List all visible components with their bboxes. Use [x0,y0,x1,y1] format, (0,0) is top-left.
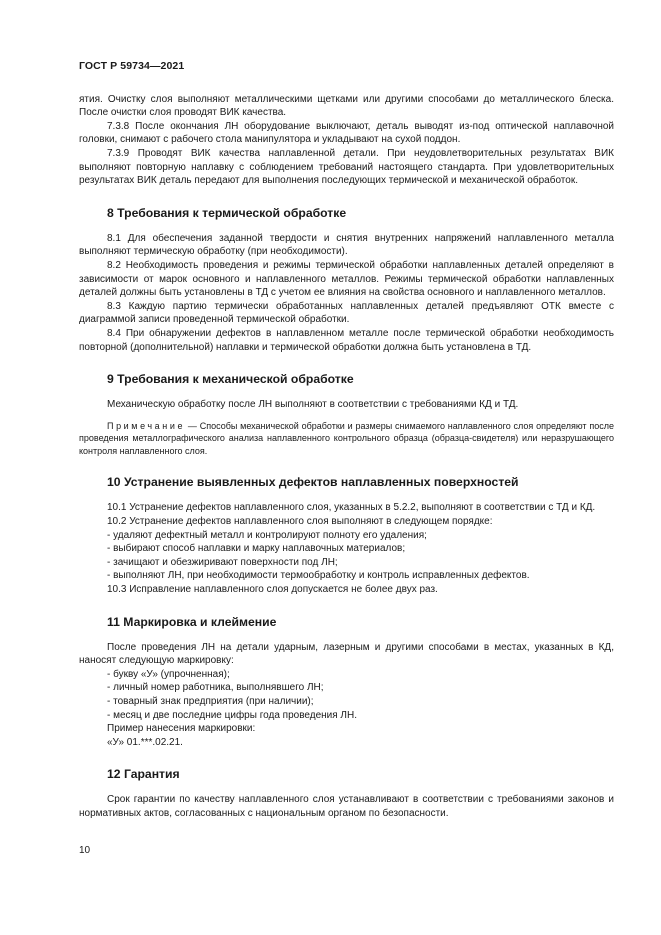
section-10-heading: 10 Устранение выявленных дефектов наплавленных поверхностей [107,475,519,490]
section-9-heading: 9 Требования к механической обработке [107,372,354,387]
note-text: — Способы механической обработки и размеры снимаемого наплавленного слоя определяют после проведения металлографического анализа наплавленного контрольного образца (образца-свидетеля) или неразрушающего контроля наплавленного слоя. [79,420,614,456]
list-item: - зачищают и обезжиривают поверхности под ЛН; [107,556,338,568]
paragraph-9-text: Механическую обработку после ЛН выполняют в соответствии с требованиями КД и ТД. [107,399,519,411]
document-header: ГОСТ Р 59734—2021 [79,60,185,72]
marking-example-label: Пример нанесения маркировки: [107,723,256,735]
paragraph-8-3: 8.3 Каждую партию термически обработанных наплавленных деталей предъявляют ОТК вместе с диаграммой записи проведенной термической обработки. [79,300,614,326]
paragraph-10-3: 10.3 Исправление наплавленного слоя допускается не более двух раз. [107,584,438,596]
section-12-heading: 12 Гарантия [107,767,180,782]
paragraph-8-4: 8.4 При обнаружении дефектов в наплавленном металле после термической обработки необходимость повторной (дополнительной) наплавки и термической обработки должна быть установлена в ТД. [79,327,614,353]
paragraph-10-1: 10.1 Устранение дефектов наплавленного слоя, указанных в 5.2.2, выполняют в соответствии с ТД и КД. [107,502,596,514]
paragraph-8-1: 8.1 Для обеспечения заданной твердости и снятия внутренних напряжений наплавленного металла выполняют термическую обработку (при необходимости). [79,232,614,258]
marking-example-value: «У» 01.***.02.21. [107,736,183,748]
list-item: - букву «У» (упрочненная); [107,668,230,680]
note-label: Примечание [107,420,186,431]
paragraph-10-2: 10.2 Устранение дефектов наплавленного слоя выполняют в следующем порядке: [107,516,493,528]
paragraph-7-3-9: 7.3.9 Проводят ВИК качества наплавленной детали. При неудовлетворительных результатах ВИК выполняют повторную наплавку с соблюдением требований настоящего стандарта. При удовлетворительных результатах ВИК деталь передают для выполнения последующих термической и механической обработок. [79,147,614,187]
list-item: - личный номер работника, выполнявшего ЛН; [107,682,324,694]
list-item: - удаляют дефектный металл и контролируют полноту его удаления; [107,529,427,541]
list-item: - товарный знак предприятия (при наличии); [107,696,314,707]
paragraph-7-3-7-continuation: ятия. Очистку слоя выполняют металлическими щетками или другими способами до металлического блеска. После очистки слоя проводят ВИК качества. [79,93,614,119]
paragraph-7-3-8: 7.3.8 После окончания ЛН оборудование выключают, деталь выводят из-под оптической наплавочной головки, снимают с рабочего стола манипулятора и укладывают на сухой поддон. [79,120,614,146]
list-item: - выполняют ЛН, при необходимости термообработку и контроль исправленных дефектов. [107,570,530,582]
section-11-heading: 11 Маркировка и клеймение [107,614,277,629]
section-8-heading: 8 Требования к термической обработке [107,205,347,220]
paragraph-8-2: 8.2 Необходимость проведения и режимы термической обработки наплавленных деталей определяют в зависимости от марок основного и наплавленного металлов. Режимы термической обработки наплавленных деталей должны быть установлены в ТД с учетом ее влияния на свойства основного и наплавленного металлов. [79,259,614,299]
paragraph-11-text: После проведения ЛН на детали ударным, лазерным и другими способами в местах, указанных в КД, наносят следующую маркировку: [79,641,614,667]
list-item: - месяц и две последние цифры года проведения ЛН. [107,709,357,721]
paragraph-12-text: Срок гарантии по качеству наплавленного слоя устанавливают в соответствии с требованиями законов и нормативных актов, согласованных с национальным органом по безопасности. [79,794,614,819]
page-number: 10 [79,845,91,856]
note-block [79,420,614,458]
list-item: - выбирают способ наплавки и марку наплавочных материалов; [107,543,406,555]
